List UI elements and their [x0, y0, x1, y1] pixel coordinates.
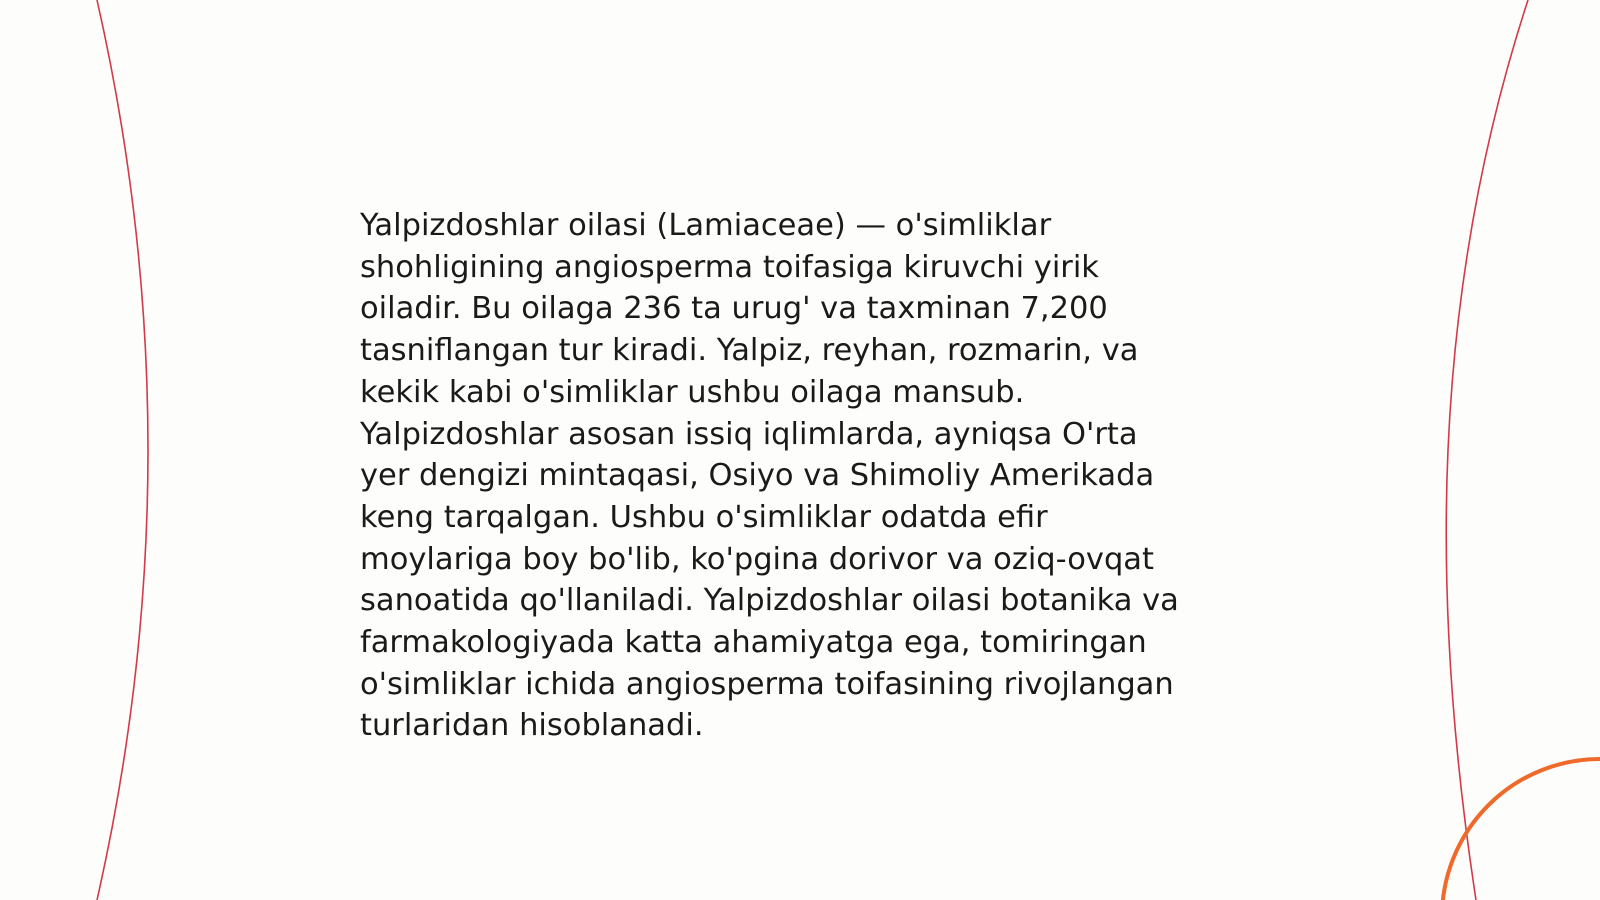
body-line: sanoatida qo'llaniladi. Yalpizdoshlar oilasi botanika va [360, 583, 1179, 619]
body-line: moylariga boy bo'lib, ko'pgina dorivor va oziq-ovqat [360, 541, 1154, 577]
body-paragraph [360, 205, 1240, 747]
body-line: o'simliklar ichida angiosperma toifasining rivojlangan [360, 666, 1174, 702]
body-line: Yalpizdoshlar asosan issiq iqlimlarda, ayniqsa O'rta [360, 416, 1138, 452]
body-line: yer dengizi mintaqasi, Osiyo va Shimoliy Amerikada [360, 458, 1155, 494]
right-arc-line [1446, 0, 1528, 900]
body-line: turlaridan hisoblanadi. [360, 708, 704, 744]
body-line: tasniflangan tur kiradi. Yalpiz, reyhan, rozmarin, va [360, 333, 1139, 369]
body-line: farmakologiyada katta ahamiyatga ega, tomiringan [360, 625, 1147, 661]
body-line: shohligining angiosperma toifasiga kiruvchi yirik [360, 249, 1099, 285]
body-line: keng tarqalgan. Ushbu o'simliklar odatda efir [360, 499, 1048, 535]
body-line: Yalpizdoshlar oilasi (Lamiaceae) — o'simliklar [360, 208, 1052, 243]
body-line: kekik kabi o'simliklar ushbu oilaga mansub. [360, 374, 1025, 410]
left-arc-line [97, 0, 148, 900]
body-line: oiladir. Bu oilaga 236 ta urug' va taxminan 7,200 [360, 291, 1108, 327]
